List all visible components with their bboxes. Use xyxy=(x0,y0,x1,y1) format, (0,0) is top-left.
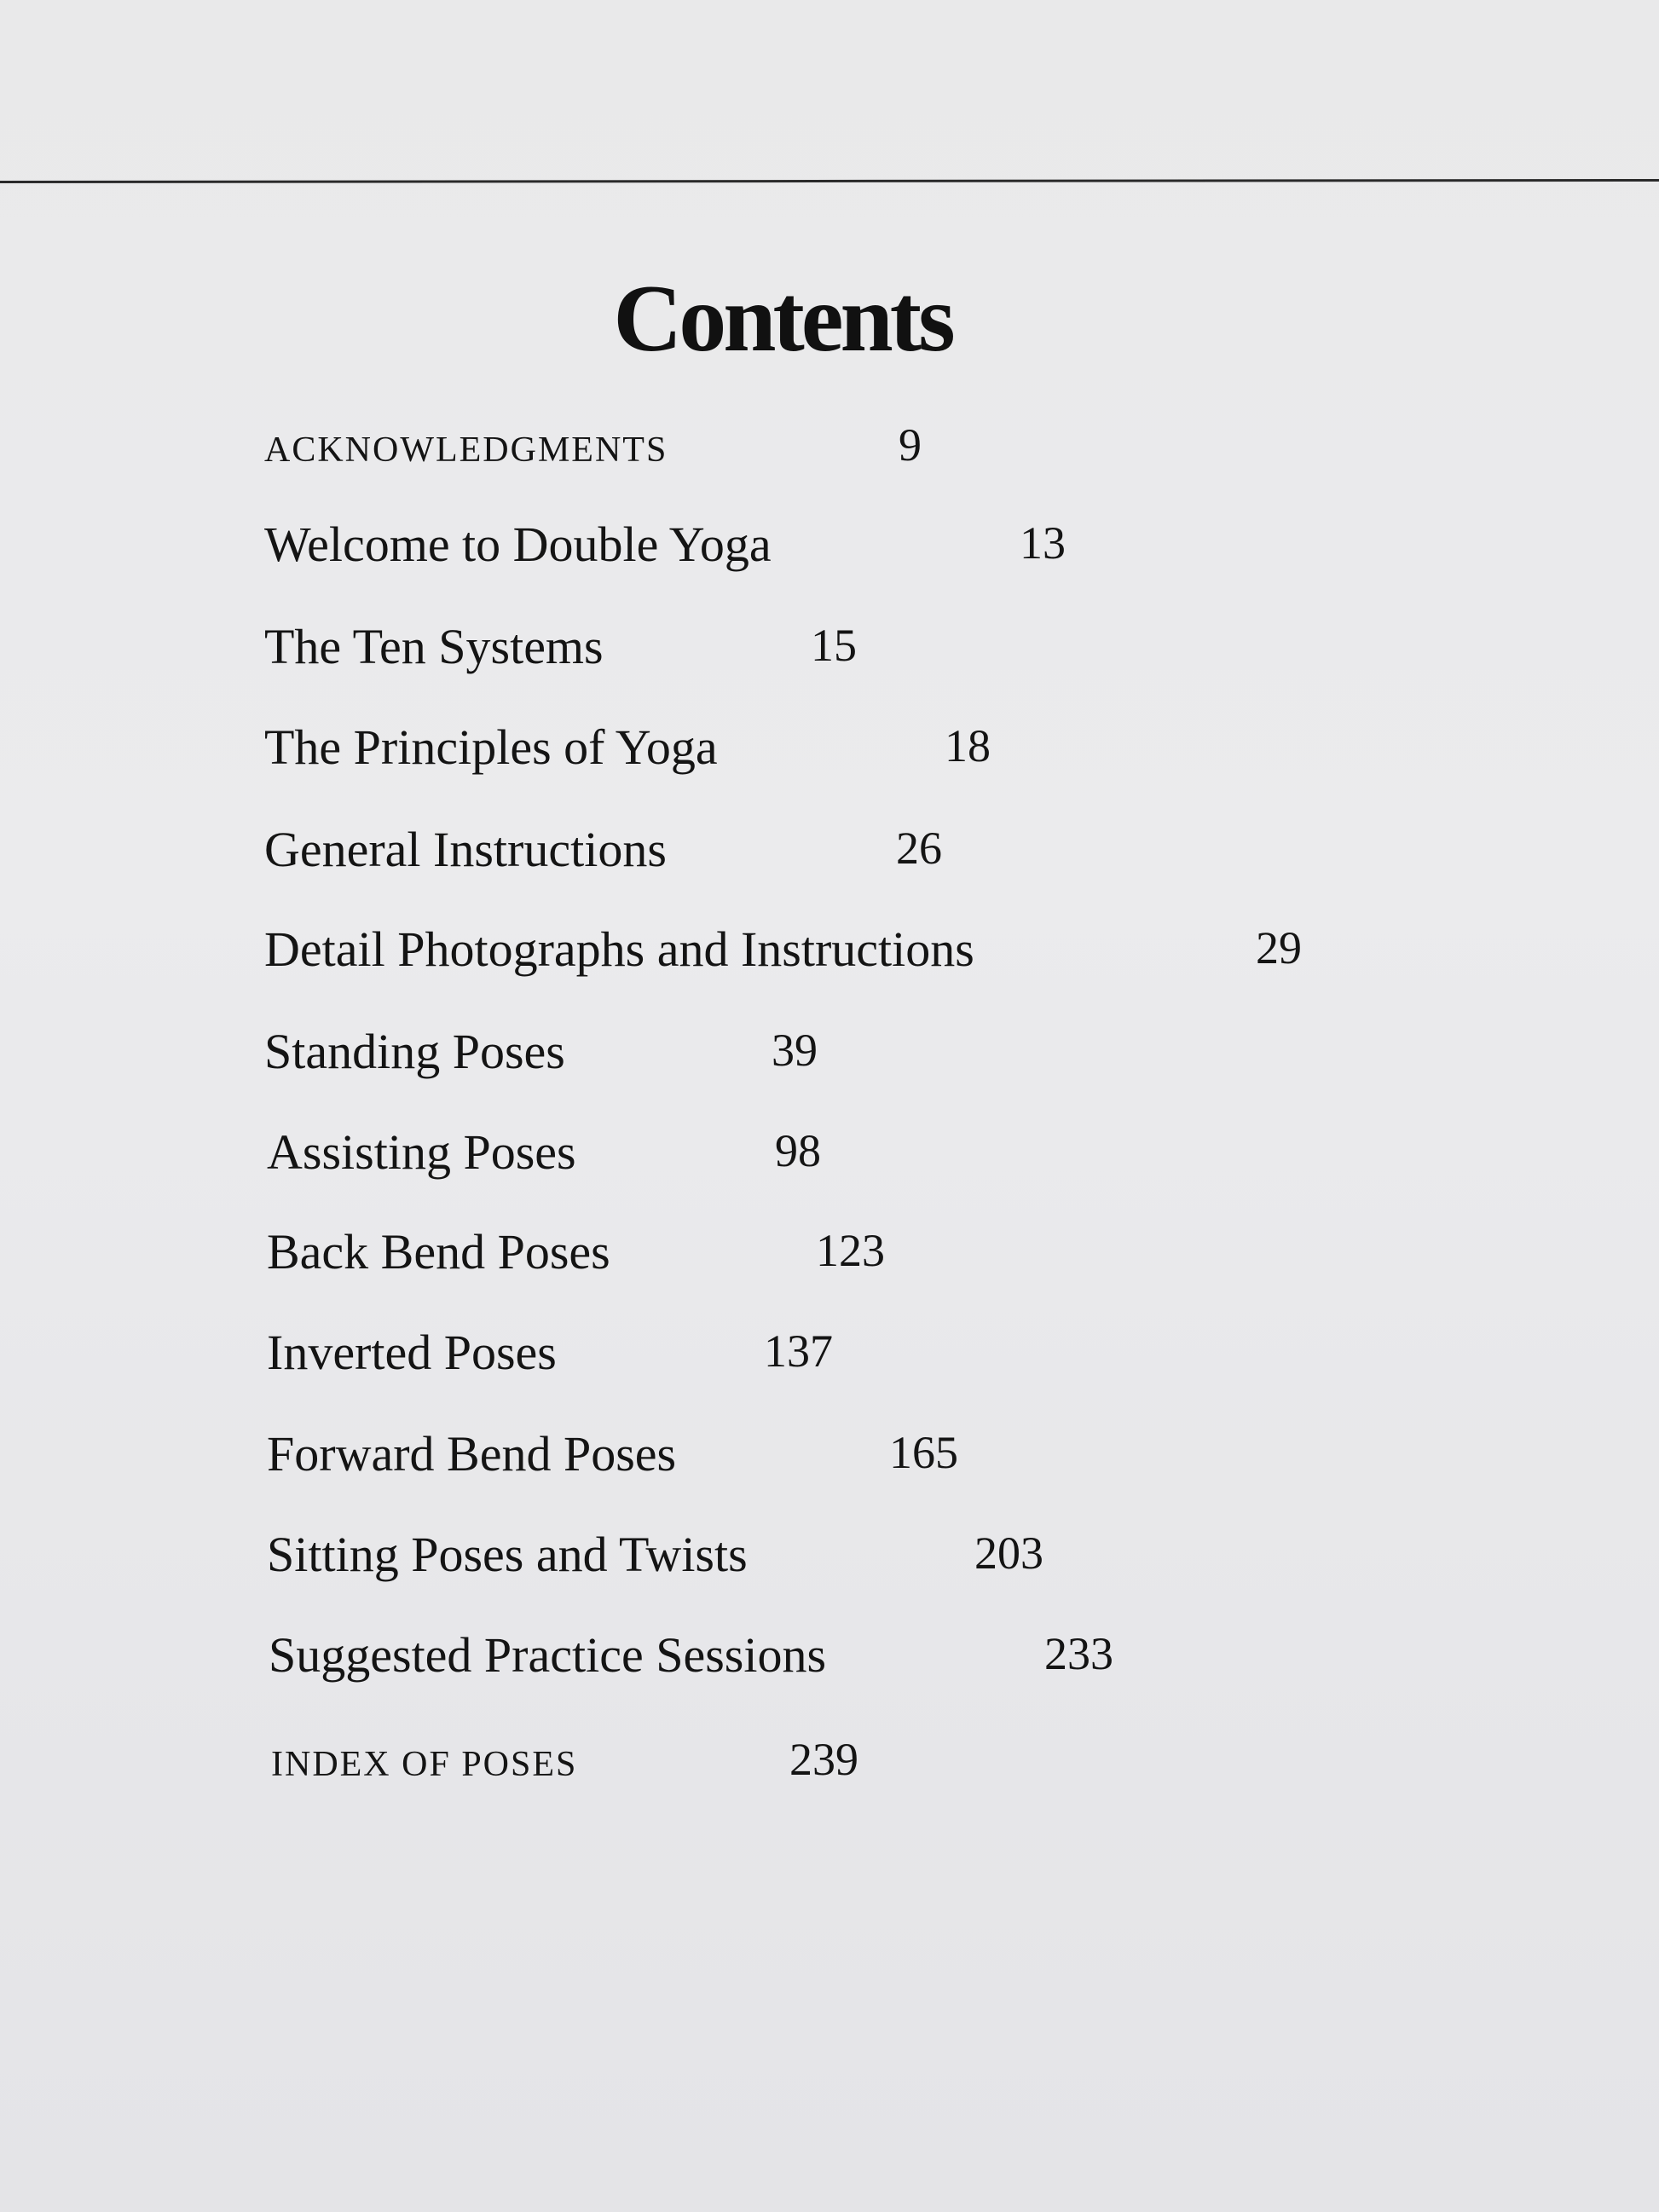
toc-entry-page: 39 xyxy=(772,1025,818,1076)
toc-entry-label: Detail Photographs and Instructions xyxy=(264,921,974,977)
toc-entry-label: Assisting Poses xyxy=(267,1124,576,1180)
page-title: Contents xyxy=(613,266,952,372)
toc-entry-label: Back Bend Poses xyxy=(267,1224,610,1279)
toc-entry-page: 15 xyxy=(811,620,857,671)
toc-entry-page: 26 xyxy=(896,823,942,874)
toc-entry-label: Welcome to Double Yoga xyxy=(264,517,772,572)
toc-entry-page: 123 xyxy=(816,1225,885,1276)
toc-entry-page: 239 xyxy=(789,1734,858,1785)
toc-entry-label: Standing Poses xyxy=(264,1024,565,1079)
toc-entry-page: 233 xyxy=(1044,1628,1113,1679)
toc-entry-label: INDEX OF POSES xyxy=(271,1745,578,1784)
toc-entry-label: General Instructions xyxy=(264,822,667,877)
toc-entry-label: Suggested Practice Sessions xyxy=(269,1627,827,1683)
toc-entry-page: 98 xyxy=(775,1125,821,1176)
toc-entry-page: 165 xyxy=(889,1427,958,1478)
toc-entry-label: Forward Bend Poses xyxy=(267,1426,677,1481)
toc-entry-label: The Ten Systems xyxy=(264,619,604,674)
toc-entry-page: 13 xyxy=(1020,517,1066,569)
toc-entry-page: 29 xyxy=(1256,922,1302,973)
toc-entry-page: 203 xyxy=(974,1528,1043,1579)
toc-entry-page: 18 xyxy=(945,720,991,771)
toc-entry-page: 137 xyxy=(764,1325,833,1377)
toc-entry-label: The Principles of Yoga xyxy=(264,719,718,775)
header-rule xyxy=(0,179,1659,183)
toc-entry-label: ACKNOWLEDGMENTS xyxy=(264,430,668,470)
toc-entry-page: 9 xyxy=(899,419,922,471)
toc-entry-label: Sitting Poses and Twists xyxy=(267,1527,748,1582)
toc-entry-label: Inverted Poses xyxy=(267,1325,557,1380)
